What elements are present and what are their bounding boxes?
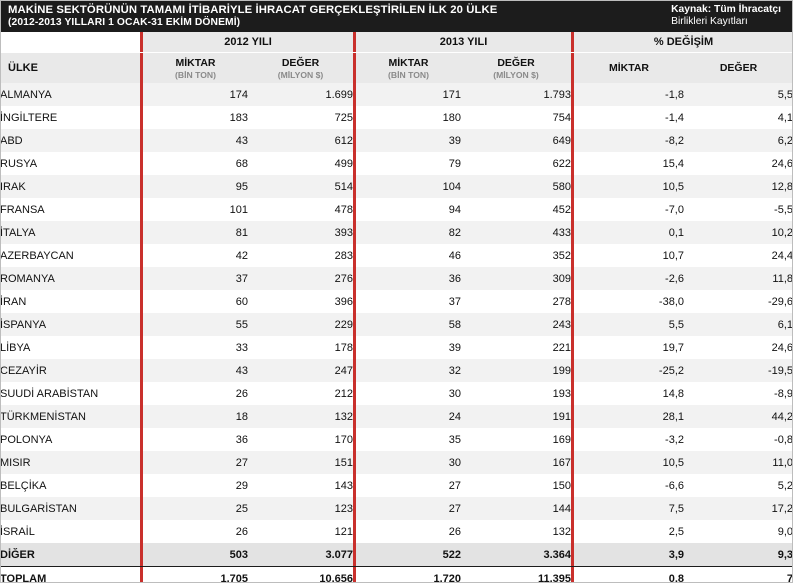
table-row bbox=[0, 451, 793, 474]
cell-country: BULGARİSTAN bbox=[0, 497, 140, 520]
cell-value-2012: 121 bbox=[248, 520, 353, 543]
cell-quantity-change: -1,8 bbox=[574, 83, 684, 106]
cell-value-2013: 452 bbox=[461, 198, 571, 221]
cell-value-2013: 132 bbox=[461, 520, 571, 543]
cell-quantity-2012: 42 bbox=[143, 244, 248, 267]
group-header-blank bbox=[0, 32, 140, 53]
cell-quantity-2012: 174 bbox=[143, 83, 248, 106]
cell-quantity-2012: 81 bbox=[143, 221, 248, 244]
cell-value-change: -8,9 bbox=[684, 382, 793, 405]
column-header-quantity-change: MİKTAR bbox=[574, 53, 684, 84]
cell-value-change: -0,8 bbox=[684, 428, 793, 451]
cell-country: SUUDİ ARABİSTAN bbox=[0, 382, 140, 405]
cell-quantity-change: 10,5 bbox=[574, 175, 684, 198]
cell-quantity-2013: 180 bbox=[356, 106, 461, 129]
group-header-change: % DEĞİŞİM bbox=[574, 32, 793, 53]
cell-value-2013: 167 bbox=[461, 451, 571, 474]
cell-value-2012: 132 bbox=[248, 405, 353, 428]
cell-value-change: 7 bbox=[684, 567, 793, 583]
cell-value-2013: 622 bbox=[461, 152, 571, 175]
cell-value-2012: 178 bbox=[248, 336, 353, 359]
cell-quantity-change: -38,0 bbox=[574, 290, 684, 313]
cell-quantity-change: -7,0 bbox=[574, 198, 684, 221]
cell-quantity-2012: 183 bbox=[143, 106, 248, 129]
table-body bbox=[0, 83, 793, 583]
cell-quantity-change: 3,9 bbox=[574, 543, 684, 567]
cell-quantity-2013: 30 bbox=[356, 451, 461, 474]
table-row bbox=[0, 382, 793, 405]
cell-value-2013: 580 bbox=[461, 175, 571, 198]
cell-value-2013: 144 bbox=[461, 497, 571, 520]
cell-quantity-2012: 43 bbox=[143, 129, 248, 152]
column-header-unit: (BİN TON) bbox=[175, 69, 216, 80]
cell-quantity-change: 0,8 bbox=[574, 567, 684, 583]
table-row bbox=[0, 543, 793, 567]
column-header-value-change: DEĞER bbox=[684, 53, 793, 84]
cell-quantity-2013: 35 bbox=[356, 428, 461, 451]
column-header-label: MİKTAR bbox=[175, 56, 216, 69]
cell-quantity-2013: 94 bbox=[356, 198, 461, 221]
cell-country: POLONYA bbox=[0, 428, 140, 451]
cell-quantity-2012: 29 bbox=[143, 474, 248, 497]
column-header-row bbox=[0, 53, 793, 84]
cell-quantity-2013: 522 bbox=[356, 543, 461, 567]
cell-quantity-change: 2,5 bbox=[574, 520, 684, 543]
cell-value-change: 24,6 bbox=[684, 336, 793, 359]
table-row bbox=[0, 567, 793, 583]
cell-value-2012: 212 bbox=[248, 382, 353, 405]
cell-value-2013: 352 bbox=[461, 244, 571, 267]
cell-quantity-change: -25,2 bbox=[574, 359, 684, 382]
cell-value-change: 24,6 bbox=[684, 152, 793, 175]
cell-value-change: 12,8 bbox=[684, 175, 793, 198]
cell-quantity-2012: 18 bbox=[143, 405, 248, 428]
cell-quantity-2012: 503 bbox=[143, 543, 248, 567]
cell-quantity-2013: 46 bbox=[356, 244, 461, 267]
cell-quantity-2012: 95 bbox=[143, 175, 248, 198]
cell-value-2013: 1.793 bbox=[461, 83, 571, 106]
cell-value-change: 10,2 bbox=[684, 221, 793, 244]
cell-value-2013: 193 bbox=[461, 382, 571, 405]
cell-quantity-2013: 37 bbox=[356, 290, 461, 313]
cell-country: RUSYA bbox=[0, 152, 140, 175]
cell-value-2013: 150 bbox=[461, 474, 571, 497]
cell-quantity-2013: 58 bbox=[356, 313, 461, 336]
cell-country: IRAK bbox=[0, 175, 140, 198]
source-note bbox=[671, 4, 785, 29]
cell-quantity-2012: 55 bbox=[143, 313, 248, 336]
column-header-label: DEĞER bbox=[497, 56, 535, 69]
table-row bbox=[0, 313, 793, 336]
cell-country: AZERBAYCAN bbox=[0, 244, 140, 267]
cell-value-2012: 143 bbox=[248, 474, 353, 497]
cell-quantity-change: 14,8 bbox=[574, 382, 684, 405]
table-row bbox=[0, 474, 793, 497]
cell-quantity-2012: 33 bbox=[143, 336, 248, 359]
cell-value-2012: 123 bbox=[248, 497, 353, 520]
cell-value-2012: 612 bbox=[248, 129, 353, 152]
cell-value-2013: 199 bbox=[461, 359, 571, 382]
column-header-unit: (MİLYON $) bbox=[493, 69, 539, 80]
cell-value-change: 11,0 bbox=[684, 451, 793, 474]
cell-value-change: 6,2 bbox=[684, 129, 793, 152]
cell-quantity-2013: 171 bbox=[356, 83, 461, 106]
cell-quantity-2013: 104 bbox=[356, 175, 461, 198]
cell-country: TOPLAM bbox=[0, 567, 140, 583]
table-row bbox=[0, 290, 793, 313]
cell-quantity-change: -6,6 bbox=[574, 474, 684, 497]
cell-value-2013: 3.364 bbox=[461, 543, 571, 567]
table-row bbox=[0, 106, 793, 129]
cell-value-change: 9,0 bbox=[684, 520, 793, 543]
column-header-value-2013 bbox=[461, 53, 571, 84]
cell-value-2013: 11.395 bbox=[461, 567, 571, 583]
cell-value-2012: 725 bbox=[248, 106, 353, 129]
column-header-country: ÜLKE bbox=[0, 53, 140, 84]
cell-value-change: 17,2 bbox=[684, 497, 793, 520]
cell-quantity-2013: 27 bbox=[356, 474, 461, 497]
cell-quantity-change: -2,6 bbox=[574, 267, 684, 290]
source-line-1: Kaynak: Tüm İhracatçı bbox=[671, 3, 781, 15]
group-header-2012: 2012 YILI bbox=[143, 32, 353, 53]
cell-country: MISIR bbox=[0, 451, 140, 474]
cell-quantity-change: -3,2 bbox=[574, 428, 684, 451]
group-header-row bbox=[0, 32, 793, 53]
cell-value-2012: 499 bbox=[248, 152, 353, 175]
cell-value-2012: 151 bbox=[248, 451, 353, 474]
cell-quantity-change: -8,2 bbox=[574, 129, 684, 152]
cell-value-change: 44,2 bbox=[684, 405, 793, 428]
cell-country: İNGİLTERE bbox=[0, 106, 140, 129]
cell-value-2012: 393 bbox=[248, 221, 353, 244]
cell-quantity-2013: 32 bbox=[356, 359, 461, 382]
cell-country: ALMANYA bbox=[0, 83, 140, 106]
cell-quantity-2013: 36 bbox=[356, 267, 461, 290]
cell-value-change: 9,3 bbox=[684, 543, 793, 567]
cell-quantity-2012: 37 bbox=[143, 267, 248, 290]
cell-value-2012: 1.699 bbox=[248, 83, 353, 106]
column-header-unit: (BİN TON) bbox=[388, 69, 429, 80]
cell-value-2013: 309 bbox=[461, 267, 571, 290]
page-title: MAKİNE SEKTÖRÜNÜN TAMAMI İTİBARİYLE İHRACAT GERÇEKLEŞTİRİLEN İLK 20 ÜLKE bbox=[8, 3, 498, 16]
cell-quantity-change: 10,7 bbox=[574, 244, 684, 267]
cell-country: İTALYA bbox=[0, 221, 140, 244]
cell-value-2013: 649 bbox=[461, 129, 571, 152]
cell-quantity-2012: 43 bbox=[143, 359, 248, 382]
column-header-label: MİKTAR bbox=[388, 56, 429, 69]
table-row bbox=[0, 221, 793, 244]
cell-value-2012: 514 bbox=[248, 175, 353, 198]
cell-value-2013: 433 bbox=[461, 221, 571, 244]
table-row bbox=[0, 336, 793, 359]
table-head bbox=[0, 32, 793, 83]
report-header bbox=[0, 0, 793, 32]
cell-country: İRAN bbox=[0, 290, 140, 313]
cell-country: CEZAYİR bbox=[0, 359, 140, 382]
cell-value-2013: 169 bbox=[461, 428, 571, 451]
cell-value-2013: 191 bbox=[461, 405, 571, 428]
cell-value-2012: 478 bbox=[248, 198, 353, 221]
cell-quantity-2012: 27 bbox=[143, 451, 248, 474]
column-header-quantity-2013 bbox=[356, 53, 461, 84]
cell-quantity-2012: 68 bbox=[143, 152, 248, 175]
cell-quantity-change: -1,4 bbox=[574, 106, 684, 129]
cell-value-2013: 278 bbox=[461, 290, 571, 313]
cell-quantity-change: 0,1 bbox=[574, 221, 684, 244]
cell-quantity-change: 28,1 bbox=[574, 405, 684, 428]
cell-quantity-change: 7,5 bbox=[574, 497, 684, 520]
cell-value-2012: 3.077 bbox=[248, 543, 353, 567]
cell-quantity-2013: 39 bbox=[356, 129, 461, 152]
table-row bbox=[0, 129, 793, 152]
table-row bbox=[0, 244, 793, 267]
cell-quantity-2012: 1.705 bbox=[143, 567, 248, 583]
cell-value-change: 6,1 bbox=[684, 313, 793, 336]
cell-value-change: -29,6 bbox=[684, 290, 793, 313]
cell-country: İSRAİL bbox=[0, 520, 140, 543]
column-header-label: DEĞER bbox=[281, 56, 320, 69]
cell-value-2012: 396 bbox=[248, 290, 353, 313]
cell-value-2013: 243 bbox=[461, 313, 571, 336]
cell-value-change: 5,5 bbox=[684, 83, 793, 106]
group-header-2013: 2013 YILI bbox=[356, 32, 571, 53]
cell-quantity-2013: 82 bbox=[356, 221, 461, 244]
cell-quantity-2012: 36 bbox=[143, 428, 248, 451]
cell-quantity-2012: 26 bbox=[143, 520, 248, 543]
cell-value-2012: 10.656 bbox=[248, 567, 353, 583]
cell-quantity-2013: 1.720 bbox=[356, 567, 461, 583]
cell-country: İSPANYA bbox=[0, 313, 140, 336]
cell-value-change: 4,1 bbox=[684, 106, 793, 129]
cell-country: LİBYA bbox=[0, 336, 140, 359]
page-subtitle: (2012-2013 YILLARI 1 OCAK-31 EKİM DÖNEMİ) bbox=[8, 16, 241, 28]
column-header-quantity-2012 bbox=[143, 53, 248, 84]
table-row bbox=[0, 175, 793, 198]
cell-country: TÜRKMENİSTAN bbox=[0, 405, 140, 428]
cell-value-change: -5,5 bbox=[684, 198, 793, 221]
table-row bbox=[0, 520, 793, 543]
table-row bbox=[0, 497, 793, 520]
cell-country: ROMANYA bbox=[0, 267, 140, 290]
cell-value-change: 24,4 bbox=[684, 244, 793, 267]
header-title-block bbox=[8, 4, 497, 29]
cell-quantity-2013: 79 bbox=[356, 152, 461, 175]
column-header-value-2012 bbox=[248, 53, 353, 84]
cell-value-2012: 276 bbox=[248, 267, 353, 290]
cell-quantity-2012: 26 bbox=[143, 382, 248, 405]
cell-country: ABD bbox=[0, 129, 140, 152]
cell-country: FRANSA bbox=[0, 198, 140, 221]
table-row bbox=[0, 83, 793, 106]
table-row bbox=[0, 428, 793, 451]
cell-quantity-2013: 39 bbox=[356, 336, 461, 359]
cell-value-2012: 283 bbox=[248, 244, 353, 267]
cell-quantity-change: 15,4 bbox=[574, 152, 684, 175]
cell-quantity-2013: 30 bbox=[356, 382, 461, 405]
table-row bbox=[0, 267, 793, 290]
export-countries-table bbox=[0, 32, 793, 583]
cell-value-2012: 170 bbox=[248, 428, 353, 451]
table-row bbox=[0, 359, 793, 382]
cell-quantity-change: 5,5 bbox=[574, 313, 684, 336]
cell-quantity-change: 19,7 bbox=[574, 336, 684, 359]
cell-value-change: 5,2 bbox=[684, 474, 793, 497]
cell-quantity-2012: 25 bbox=[143, 497, 248, 520]
source-line-2: Birlikleri Kayıtları bbox=[671, 16, 748, 27]
cell-value-change: -19,5 bbox=[684, 359, 793, 382]
cell-quantity-2013: 24 bbox=[356, 405, 461, 428]
cell-value-2013: 754 bbox=[461, 106, 571, 129]
cell-quantity-change: 10,5 bbox=[574, 451, 684, 474]
cell-quantity-2012: 60 bbox=[143, 290, 248, 313]
cell-value-2012: 229 bbox=[248, 313, 353, 336]
table-row bbox=[0, 405, 793, 428]
cell-quantity-2013: 27 bbox=[356, 497, 461, 520]
cell-value-2013: 221 bbox=[461, 336, 571, 359]
cell-quantity-2012: 101 bbox=[143, 198, 248, 221]
cell-value-change: 11,8 bbox=[684, 267, 793, 290]
cell-value-2012: 247 bbox=[248, 359, 353, 382]
cell-country: DİĞER bbox=[0, 543, 140, 567]
cell-quantity-2013: 26 bbox=[356, 520, 461, 543]
column-header-unit: (MİLYON $) bbox=[277, 69, 324, 80]
cell-country: BELÇİKA bbox=[0, 474, 140, 497]
table-row bbox=[0, 152, 793, 175]
table-row bbox=[0, 198, 793, 221]
